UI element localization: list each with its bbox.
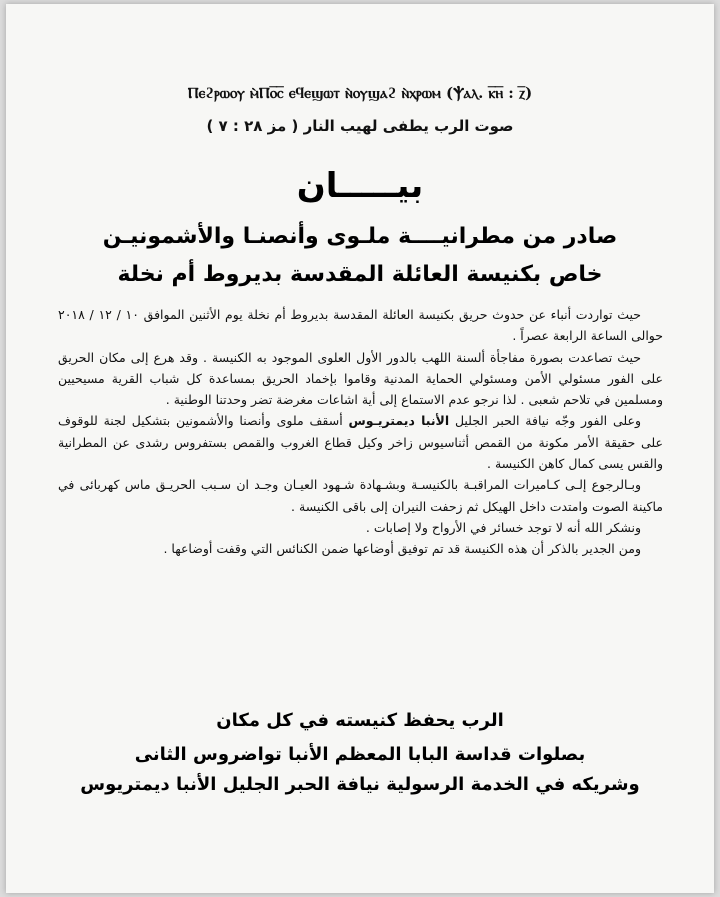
closing-bishop: وشريكه في الخدمة الرسولية نيافة الحبر الجليل الأنبا ديمتريوس: [80, 774, 640, 795]
paragraph-incident: حيث تواردت أنباء عن حدوث حريق بكنيسة العائلة المقدسة بديروط أم نخلة يوم الأثنين الموافق ١٠ / ١٢ / ٢٠١٨ حوالى الساعة الرابعة عصراً .: [58, 307, 663, 344]
paragraph-cause: وبـالرجوع إلـى كـاميرات المراقبـة بالكنيسـة وبشـهادة شـهود العيـان وجـد ان سـبب الحريـق ماس كهربائى في ماكينة الصوت وامتدت داخل الهيكل ثم زحفت النيران إلى باقى الكنيسة .: [58, 477, 663, 514]
statement-body: [58, 304, 663, 560]
paragraph-thanks: ونشكر الله أنه لا توجد خسائر في الأرواح ولا إصابات .: [365, 519, 641, 535]
paragraph-legal-status: ومن الجدير بالذكر أن هذه الكنيسة قد تم توفيق أوضاعها ضمن الكنائس التي وقفت أوضاعها .: [163, 541, 641, 557]
closing-blessing: الرب يحفظ كنيسته في كل مكان: [216, 710, 504, 731]
church-subtitle: خاص بكنيسة العائلة المقدسة بديروط أم نخلة: [117, 262, 603, 287]
paragraph-response: حيث تصاعدت بصورة مفاجأة ألسنة اللهب بالدور الأول العلوى الموجود به الكنيسة . وقد هرع إلى مكان الحريق على الفور مسئولي الأمن ومسئولي الحماية المدنية وقاموا بإخماد الحريق بمساعدة كل شباب القرية مسيحيين ومسلمين في تلاحم شعبى . لذا نرجو عدم الاستماع إلى أية اشاعات مغرضة تضر وحدتنا الوطنية .: [58, 349, 663, 408]
document-page: [6, 4, 714, 893]
paragraph-committee-pre: وعلى الفور وجّه نيافة الحبر الجليل: [449, 413, 641, 429]
paragraph-committee: [58, 410, 663, 474]
issuer-subtitle: صادر من مطرانيــــة ملـوى وأنصنـا والأشمونيـن: [102, 224, 618, 249]
paragraph-committee-post: أسقف ملوى وأنصنا والأشمونين بتشكيل لجنة للوقوف على حقيقة الأمر مكونة من القمص أثناسيوس زاخر وكيل قطاع الغروب والقمص بستفروس رشدى عن المطرانية والقس يسى كمال كاهن الكنيسة .: [58, 413, 663, 472]
closing-pope: بصلوات قداسة البابا المعظم الأنبا تواضروس الثانى: [134, 744, 586, 765]
statement-title: بيـــــان: [296, 166, 424, 206]
arabic-verse: صوت الرب يطفى لهيب النار ( مز ٢٨ : ٧ ): [206, 117, 514, 135]
coptic-verse: Ⲡⲉϩⲣⲱⲟⲩ ⲙ̀Ⲡⲟ̅ⲥ̅ ⲉϥⲉϣⲱⲧ ⲛ̀ⲟⲩϣⲁϩ ⲛ̀ⲭⲣⲱⲙ (Ⲯⲁⲗ. ⲕ̅ⲏ̅ : ⲍ̅): [187, 84, 533, 102]
bishop-name: الأنبا ديمتريـوس: [348, 413, 450, 429]
